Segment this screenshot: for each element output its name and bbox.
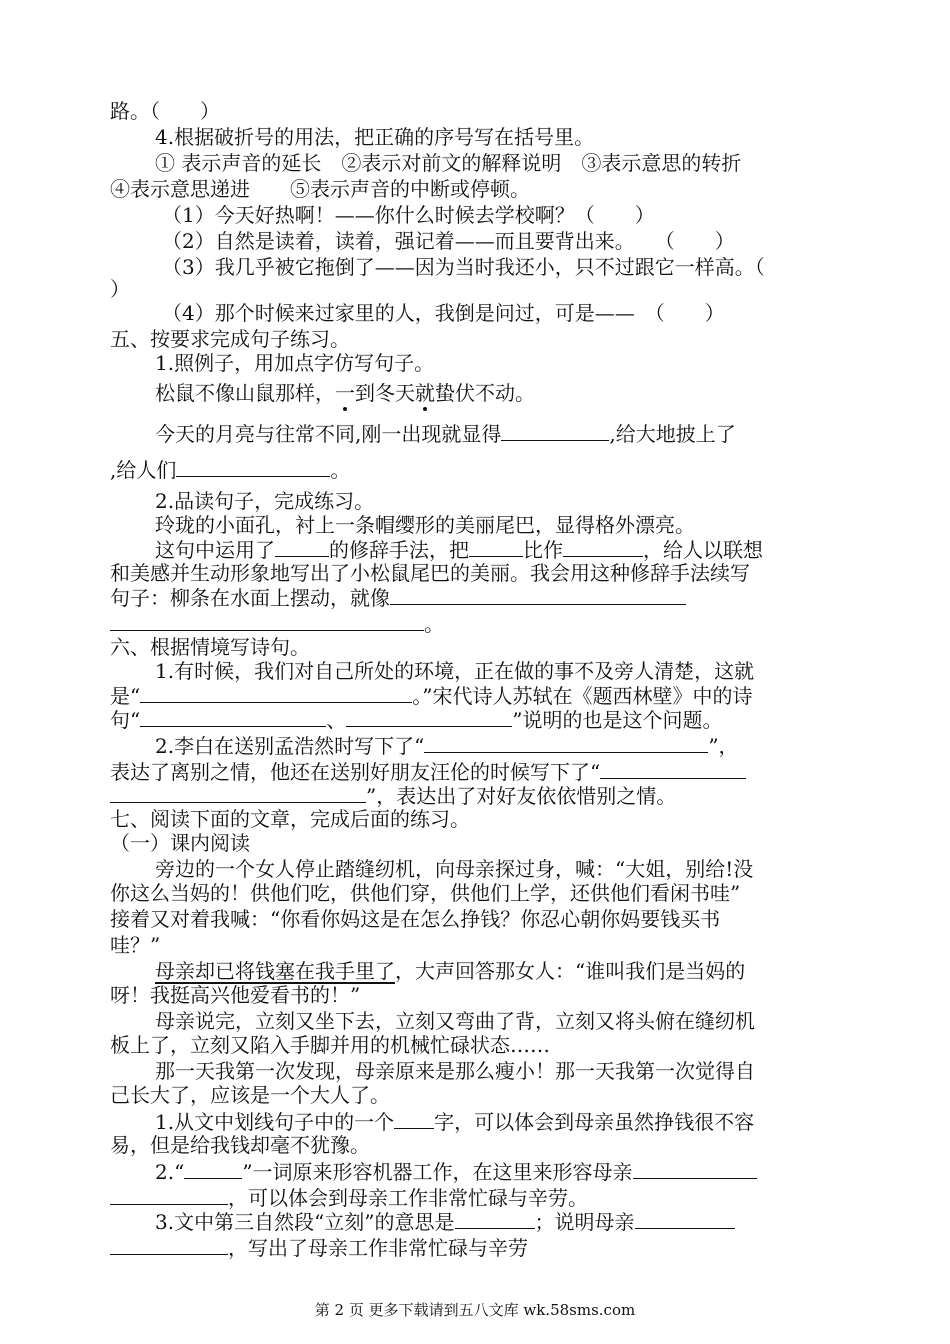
text-line: （2）自然是读着，读着，强记着——而且要背出来。 （ ） xyxy=(162,229,735,253)
answer-blank[interactable] xyxy=(140,682,412,703)
text-span: ,给大地披上了 xyxy=(609,422,736,446)
text-span: ，可以体会到母亲工作非常忙碌与辛劳。 xyxy=(228,1186,588,1210)
text-line: 和美感并生动形象地写出了小松鼠尾巴的美丽。我会用这种修辞手法续写 xyxy=(110,561,750,585)
text-span: 。 xyxy=(330,458,351,482)
text-span: 表达了离别之情，他还在送别好朋友汪伦的时候写下了“ xyxy=(110,760,601,784)
text-line xyxy=(110,758,842,785)
answer-blank[interactable] xyxy=(110,1234,228,1255)
answer-blank[interactable] xyxy=(563,536,643,557)
section-6-title: 六、根据情境写诗句。 xyxy=(110,635,310,659)
text-span: 1.从文中划线句子中的一个 xyxy=(155,1110,395,1134)
text-span: 2.“ xyxy=(155,1160,185,1184)
answer-blank[interactable] xyxy=(184,1158,242,1179)
text-span: 字，可以体会到母亲虽然挣钱很不容 xyxy=(434,1110,755,1134)
text-line xyxy=(110,682,842,709)
answer-blank[interactable] xyxy=(390,584,686,605)
answer-blank[interactable] xyxy=(346,706,512,727)
answer-blank[interactable] xyxy=(110,782,366,803)
page-footer: 第 2 页 更多下载请到五八文库 wk.58sms.com xyxy=(314,1301,636,1319)
text-line: 己长大了，应该是一个大人了。 xyxy=(110,1083,390,1107)
text-line: 路。（ ） xyxy=(110,99,220,123)
text-span: 3.文中第三自然段“立刻”的意思是 xyxy=(155,1210,455,1234)
text-line: 旁边的一个女人停止踏缝纫机，向母亲探过身，喊：“大姐，别给!没 xyxy=(155,857,754,881)
text-line: 1.有时候，我们对自己所处的环境，正在做的事不及旁人清楚，这就 xyxy=(155,659,755,683)
dotted-char: 就 xyxy=(415,381,435,405)
answer-blank[interactable] xyxy=(110,610,424,631)
answer-blank[interactable] xyxy=(469,536,523,557)
text-span: ，给人以联想 xyxy=(643,538,763,562)
text-line: ① 表示声音的延长 ②表示对前文的解释说明 ③表示意思的转折 xyxy=(155,151,742,175)
text-span: ”， xyxy=(708,734,739,758)
subsection-title: （一）课内阅读 xyxy=(110,831,250,855)
text-span: 比作 xyxy=(523,538,563,562)
text-span: 。 xyxy=(424,612,444,636)
text-span: ；说明母亲 xyxy=(534,1210,635,1234)
text-line xyxy=(110,1234,842,1261)
text-line: 接着又对着我喊：“你看你妈这是在怎么挣钱？你忍心朝你妈要钱买书 xyxy=(110,907,721,931)
text-line xyxy=(155,732,842,759)
answer-blank[interactable] xyxy=(633,1158,757,1179)
answer-blank[interactable] xyxy=(176,456,330,477)
text-line: （3）我几乎被它拖倒了——因为当时我还小，只不过跟它一样高。（ xyxy=(162,255,765,279)
underlined-sentence: 母亲却已将钱塞在我手里了 xyxy=(155,959,395,983)
example-sentence xyxy=(155,380,842,406)
text-span: ，写出了母亲工作非常忙碌与辛劳 xyxy=(228,1236,528,1260)
text-span: 到冬天 xyxy=(355,381,415,405)
text-line: （4）那个时候来过家里的人，我倒是问过，可是—— （ ） xyxy=(162,301,725,325)
text-line xyxy=(155,1208,842,1235)
text-span: ”，表达出了对好友依依惜别之情。 xyxy=(366,784,677,808)
text-line: 玲珑的小面孔，衬上一条帽缨形的美丽尾巴，显得格外漂亮。 xyxy=(155,513,695,537)
text-span: 这句中运用了 xyxy=(155,538,275,562)
text-span: 的修辞手法，把 xyxy=(329,538,469,562)
answer-blank[interactable] xyxy=(455,1208,535,1229)
text-line: （1）今天好热啊！——你什么时候去学校啊？（ ） xyxy=(162,203,655,227)
answer-blank[interactable] xyxy=(110,1184,228,1205)
text-line: 板上了，立刻又陷入手脚并用的机械忙碌状态…… xyxy=(110,1033,550,1057)
text-line: 哇？” xyxy=(110,933,161,957)
answer-blank[interactable] xyxy=(635,1208,735,1229)
text-span: ”说明的也是这个问题。 xyxy=(512,708,723,732)
text-line xyxy=(110,610,842,637)
text-line: 母亲说完，立刻又坐下去，立刻又弯曲了背，立刻又将头俯在缝纫机 xyxy=(155,1009,755,1033)
text-span: ，大声回答那女人：“谁叫我们是当妈的 xyxy=(395,959,746,983)
text-span: 是“ xyxy=(110,684,141,708)
answer-blank[interactable] xyxy=(600,758,746,779)
text-line xyxy=(155,536,842,563)
text-line: 1.照例子，用加点字仿写句子。 xyxy=(155,351,435,375)
text-span: ,给人们 xyxy=(110,458,177,482)
text-line: 2.品读句子，完成练习。 xyxy=(155,489,375,513)
text-line: ④表示意思递进 ⑤表示声音的中断或停顿。 xyxy=(110,177,530,201)
text-line xyxy=(110,1184,842,1211)
text-line xyxy=(110,706,842,733)
question-4-title: 4.根据破折号的用法，把正确的序号写在括号里。 xyxy=(155,125,595,149)
answer-blank[interactable] xyxy=(394,1108,434,1129)
text-line: 易，但是给我钱却毫不犹豫。 xyxy=(110,1133,370,1157)
text-line xyxy=(155,420,842,447)
text-span: 松鼠不像山鼠那样， xyxy=(155,381,335,405)
text-span: 今天的月亮与往常不同,刚一出现就显得 xyxy=(155,422,502,446)
section-5-title: 五、按要求完成句子练习。 xyxy=(110,327,350,351)
answer-blank[interactable] xyxy=(501,420,609,441)
dotted-char: 一 xyxy=(335,381,355,405)
text-line xyxy=(110,456,842,483)
text-line xyxy=(155,1108,842,1135)
text-line xyxy=(110,782,842,809)
answer-blank[interactable] xyxy=(424,732,708,753)
section-7-title: 七、阅读下面的文章，完成后面的练习。 xyxy=(110,807,470,831)
text-span: 句子：柳条在水面上摆动，就像 xyxy=(110,586,390,610)
text-line: 那一天我第一次发现，母亲原来是那么瘦小！那一天我第一次觉得自 xyxy=(155,1059,755,1083)
text-line xyxy=(155,958,842,984)
text-span: 蛰伏不动。 xyxy=(435,381,535,405)
text-line: 呀！我挺高兴他爱看书的！” xyxy=(110,983,361,1007)
text-line xyxy=(155,1158,842,1185)
text-line: ） xyxy=(110,277,130,301)
text-span: 、 xyxy=(326,708,347,732)
text-line xyxy=(110,584,842,611)
text-span: 。”宋代诗人苏轼在《题西林壁》中的诗 xyxy=(412,684,753,708)
text-line: 你这么当妈的！供他们吃，供他们穿，供他们上学，还供他们看闲书哇” xyxy=(110,881,741,905)
answer-blank[interactable] xyxy=(140,706,326,727)
answer-blank[interactable] xyxy=(275,536,329,557)
text-span: 句“ xyxy=(110,708,141,732)
text-span: ”一词原来形容机器工作，在这里来形容母亲 xyxy=(242,1160,633,1184)
text-span: 2.李白在送别孟浩然时写下了“ xyxy=(155,734,425,758)
